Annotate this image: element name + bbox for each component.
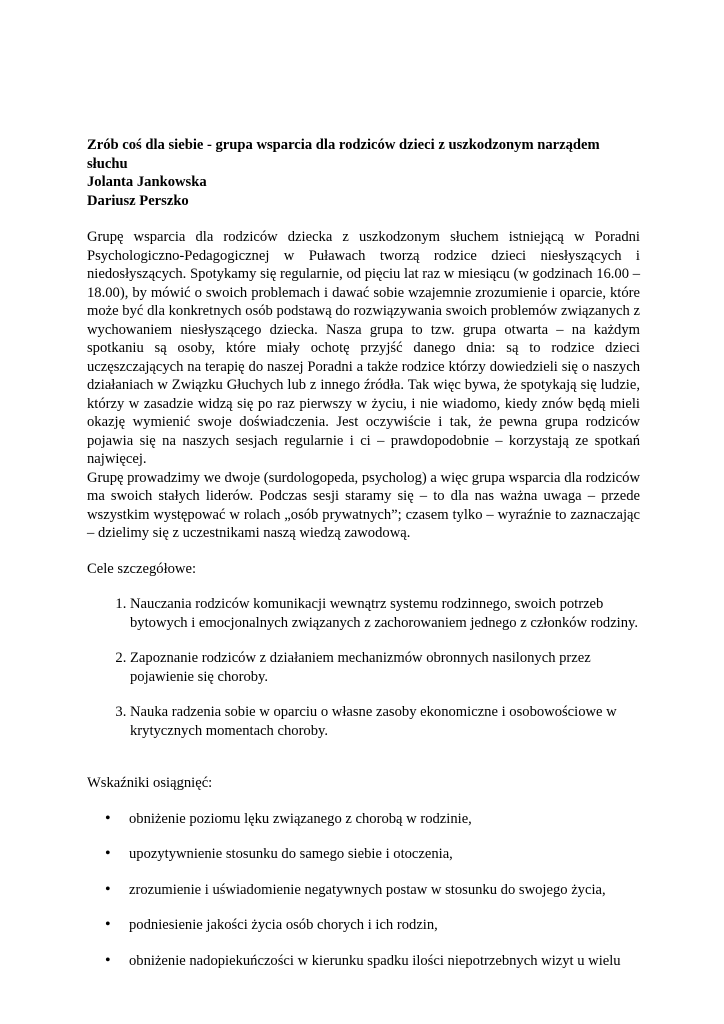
- indicator-item-1: [87, 810, 640, 829]
- document-title-line-1: Zrób coś dla siebie - grupa wsparcia dla rodziców dzieci z uszkodzonym narządem: [87, 137, 600, 153]
- bullet-icon: •: [105, 951, 111, 969]
- indicators-heading: Wskaźniki osiągnięć:: [87, 775, 213, 791]
- leaders-paragraph: Grupę prowadzimy we dwoje (surdologopeda, psycholog) a więc grupa wsparcia dla rodziców ma swoich stałych liderów. Podczas sesji staramy się – to dla nas ważna uwaga – przede wszystkim występować w rolach „osób prywatnych”; czasem tylko – wyraźnie to zaznaczając – dzielimy się z uczestnikami naszą wiedzą zawodową.: [87, 469, 640, 541]
- indicators-list: [87, 810, 640, 971]
- bullet-icon: •: [105, 845, 111, 862]
- indicator-text: obniżenie nadopiekuńczości w kierunku spadku ilości niepotrzebnych wizyt u wielu: [129, 952, 621, 969]
- indicator-item-3: [87, 881, 640, 900]
- goal-item-2: 2. Zapoznanie rodziców z działaniem mechanizmów obronnych nasilonych przez pojawienie się choroby.: [130, 649, 640, 686]
- indicator-text: obniżenie poziomu lęku związanego z chorobą w rodzinie,: [129, 810, 472, 827]
- document-title-line-2: słuchu: [87, 155, 128, 172]
- indicator-item-4: [87, 916, 640, 935]
- goal-item-1: 1. Nauczania rodziców komunikacji wewnątrz systemu rodzinnego, swoich potrzeb bytowych i emocjonalnych związanych z zachorowaniem jednego z członków rodziny.: [130, 595, 640, 632]
- indicator-text: podniesienie jakości życia osób chorych i ich rodzin,: [129, 917, 438, 933]
- bullet-icon: •: [105, 880, 111, 898]
- indicator-text: zrozumienie i uświadomienie negatywnych postaw w stosunku do swojego życia,: [129, 881, 606, 898]
- goals-list: [87, 595, 640, 740]
- goals-heading: Cele szczegółowe:: [87, 560, 196, 577]
- document-header: [87, 136, 640, 210]
- indicator-item-2: [87, 845, 640, 864]
- indicator-item-5: [87, 952, 640, 971]
- intro-paragraph: Grupę wsparcia dla rodziców dziecka z uszkodzonym słuchem istniejącą w Poradni Psychologiczno-Pedagogicznej w Puławach tworzą rodzice dzieci niesłyszących i niedosłyszących. Spotykamy się regularnie, od pięciu lat raz w miesiącu (w godzinach 16.00 – 18.00), by mówić o swoich problemach i dawać sobie wzajemnie zrozumienie i oparcie, które może być dla konkretnych osób podstawą do rozwiązywania swoich problemów związanych z wychowaniem niesłyszącego dziecka. Nasza grupa to tzw. grupa otwarta – na każdym spotkaniu są osoby, które miały ochotę przyjść danego dnia: są to rodzice dzieci uczęszczających na terapię do naszej Poradni a także rodzice którzy dowiedzieli się o naszych działaniach w Związku Głuchych lub z innego źródła. Tak więc bywa, że spotykają się ludzie, którzy w zasadzie widzą się po raz pierwszy w życiu, i nie wiadomo, kiedy znów będą mieli okazję wymienić swoje doświadczenia. Jest oczywiście i tak, że pewna grupa rodziców pojawia się na naszych sesjach regularnie i ci – prawdopodobnie – korzystają ze spotkań najwięcej.: [87, 229, 640, 467]
- author-name-2: Dariusz Perszko: [87, 192, 189, 209]
- bullet-icon: •: [105, 809, 111, 827]
- bullet-icon: •: [105, 916, 111, 933]
- indicator-text: upozytywnienie stosunku do samego siebie i otoczenia,: [129, 846, 453, 862]
- goal-item-3: 3. Nauka radzenia sobie w oparciu o własne zasoby ekonomiczne i osobowościowe w krytycznych momentach choroby.: [130, 703, 640, 740]
- author-name-1: Jolanta Jankowska: [87, 174, 207, 190]
